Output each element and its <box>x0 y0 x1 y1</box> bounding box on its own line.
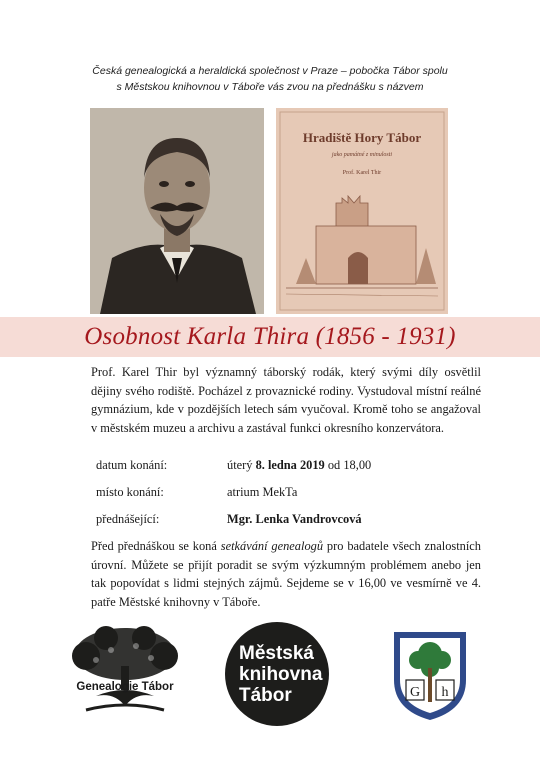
date-value: úterý 8. ledna 2019 od 18,00 <box>227 458 372 472</box>
paragraph-meeting: Před přednáškou se koná setkávání genealogů pro badatele všech znalostních úrovní. Můžete se přijít poradit se svým výzkumným problémem anebo jen tak popovídat s lidmi stejných zájmů. Sejdeme se v 16,00 ve vesmírně ve 4. patře Městské knihovny v Táboře. <box>91 539 481 609</box>
svg-text:h: h <box>441 685 449 700</box>
library-logo <box>225 622 329 726</box>
heraldic-shield-logo <box>392 630 468 722</box>
paragraph-biography: Prof. Karel Thir byl významný táborský rodák, který svými díly osvětlil dějiny svého rodiště. Pocházel z provaznické rodiny. Vystudoval místní reálné gymnázium, kde v pozdějších letech sám vyučoval. Kromě toho se angažoval v městském muzeu a archivu a zastával funkci okresního konzervátora. <box>91 365 481 435</box>
lecture-title: Osobnost Karla Thira (1856 - 1931) <box>84 323 456 350</box>
book-cover-author: Prof. Karel Thir <box>342 170 382 176</box>
title-band <box>0 317 540 357</box>
place-value: atrium MekTa <box>227 485 298 499</box>
svg-text:G: G <box>409 685 421 700</box>
book-cover-image <box>276 108 448 314</box>
speaker-label: přednášející: <box>96 512 160 526</box>
date-label: datum konání: <box>96 458 168 472</box>
intro-line-2: s Městskou knihovnou v Táboře vás zvou na přednášku s názvem <box>116 81 424 93</box>
book-cover-subtitle: jako památné z minulosti <box>331 152 393 158</box>
intro-line-1: Česká genealogická a heraldická společnost v Praze – pobočka Tábor spolu <box>92 65 448 77</box>
library-logo-line-2: knihovna <box>239 663 323 685</box>
speaker-value: Mgr. Lenka Vandrovcová <box>227 512 362 526</box>
library-logo-line-3: Tábor <box>239 684 292 706</box>
genealogie-tree-logo <box>66 626 184 720</box>
place-label: místo konání: <box>96 485 164 499</box>
book-cover-title: Hradiště Hory Tábor <box>302 130 422 145</box>
genealogie-logo-text: Genealogie Tábor <box>76 681 174 693</box>
intro-text <box>0 63 540 95</box>
portrait-photo <box>90 108 264 314</box>
library-logo-line-1: Městská <box>239 642 314 664</box>
